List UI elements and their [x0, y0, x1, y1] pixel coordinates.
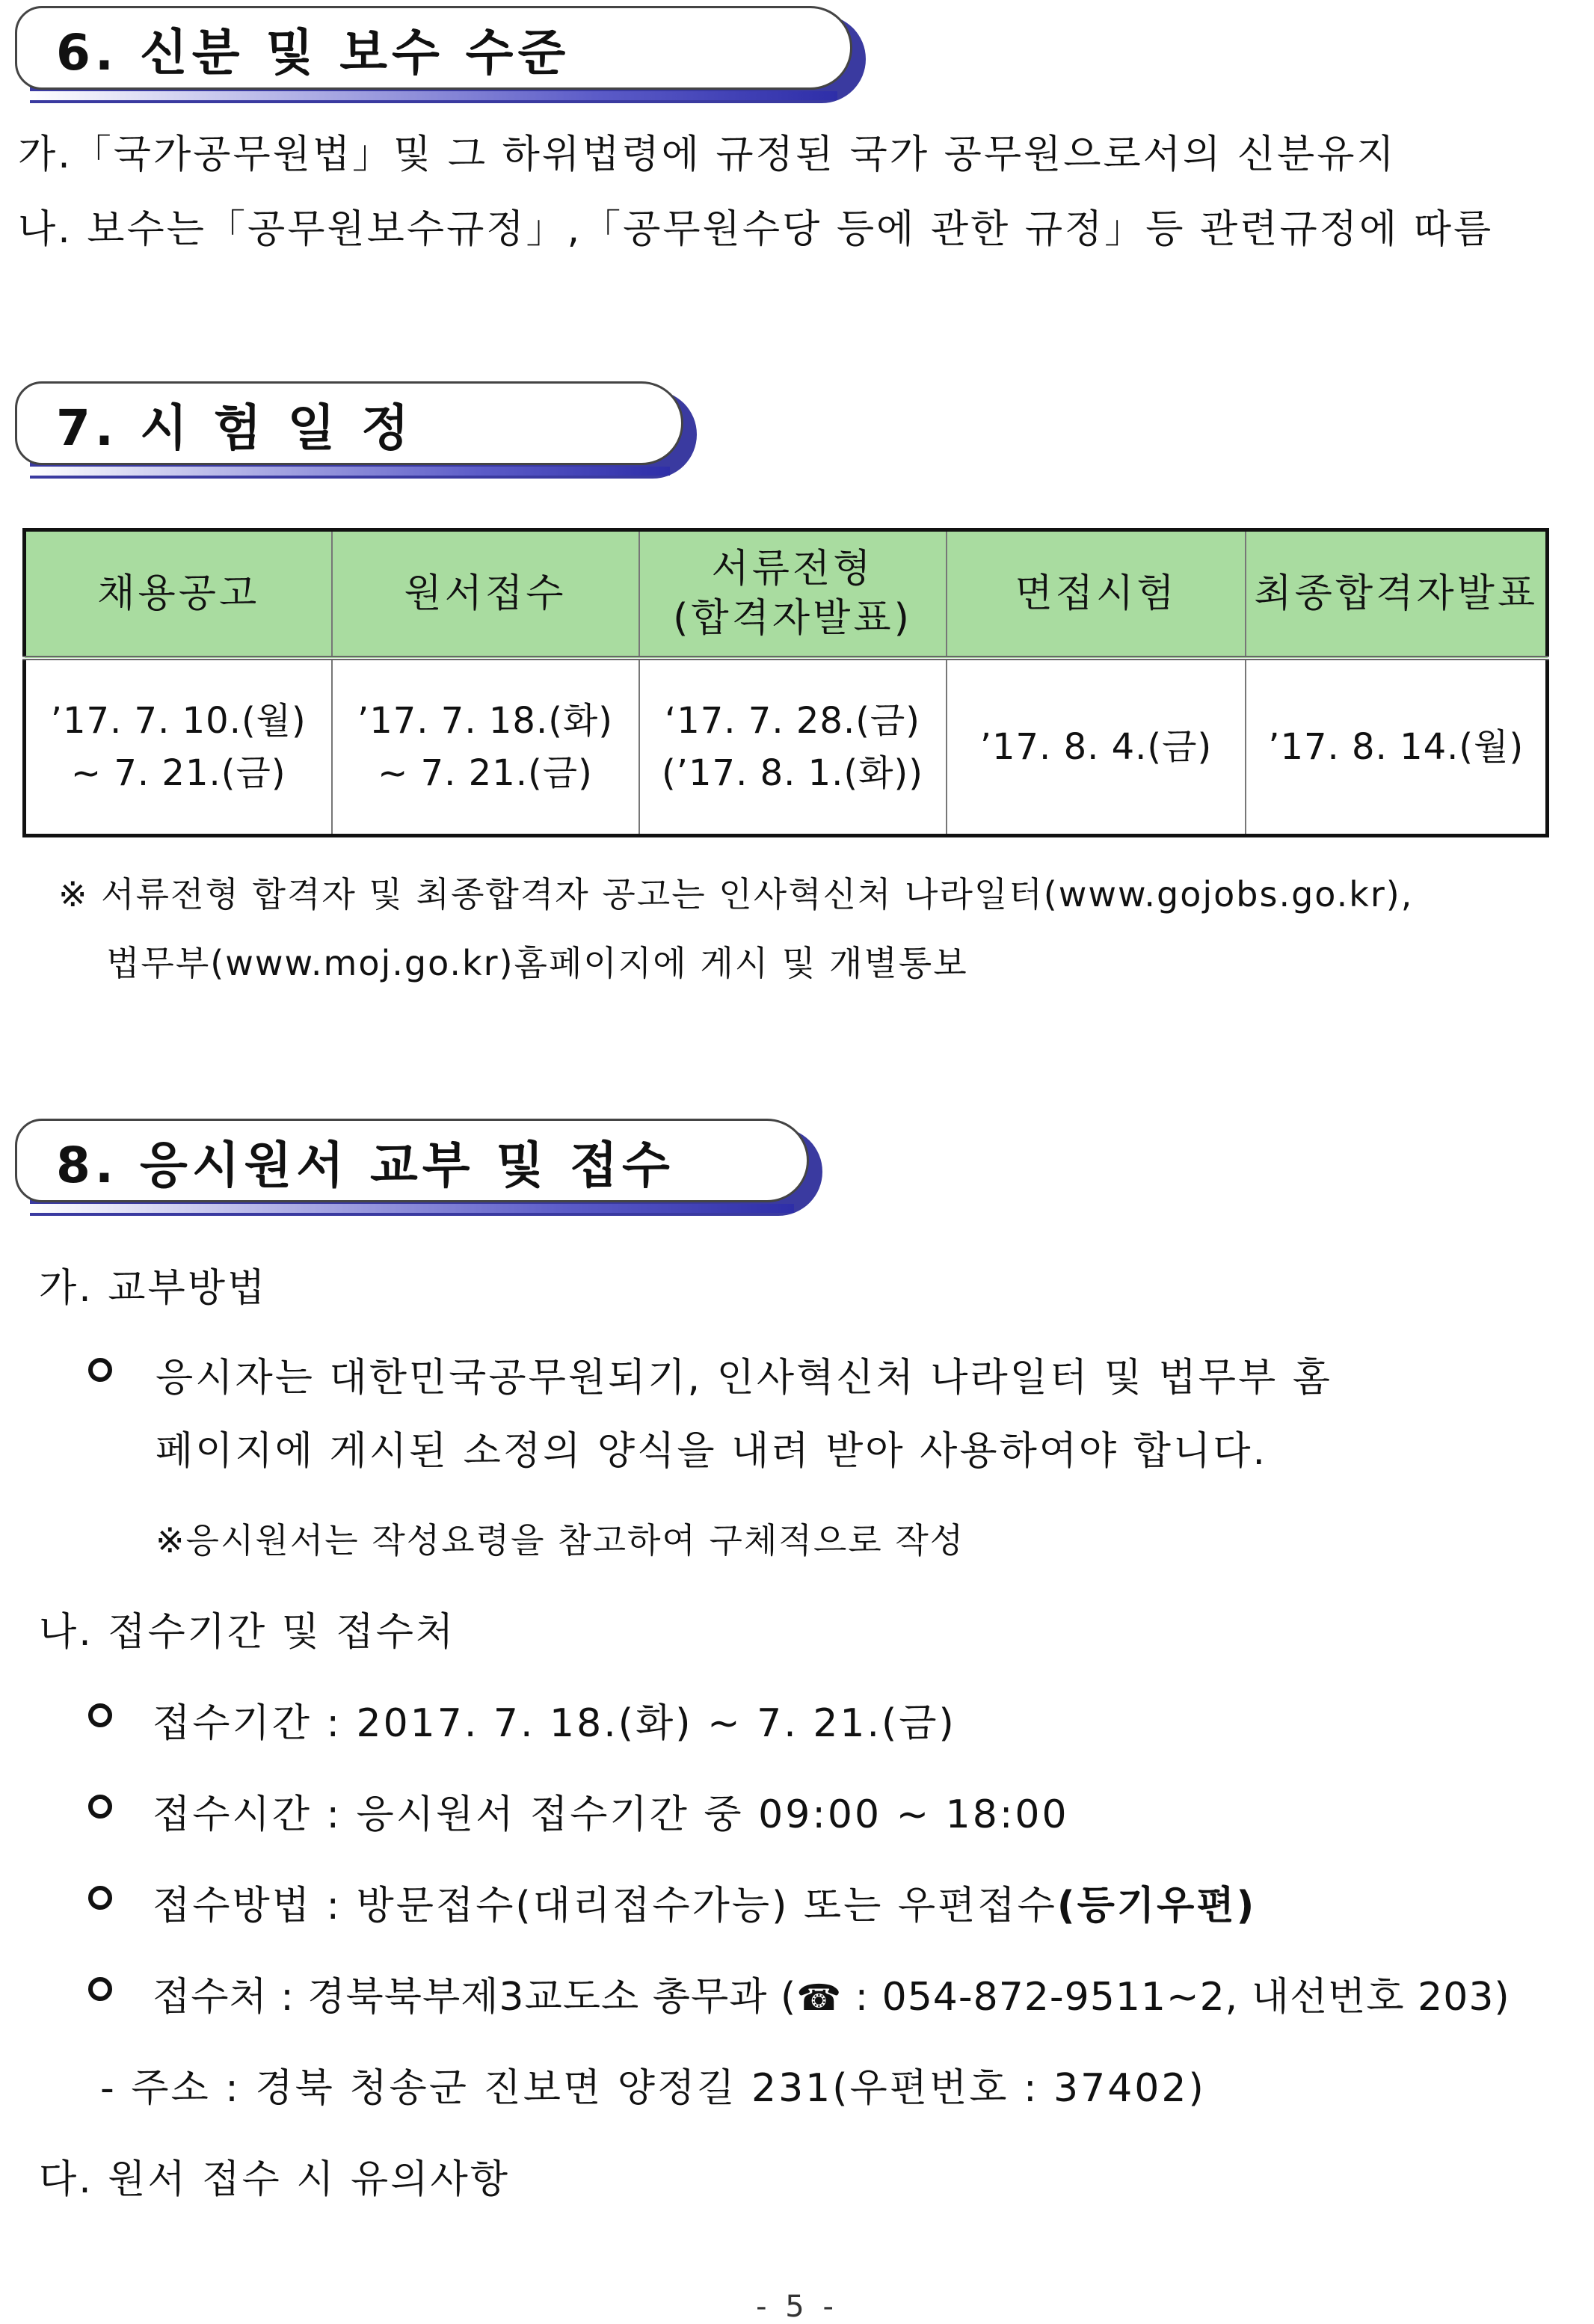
reception-time: 접수시간 : 응시원서 접수기간 중 09:00 ~ 18:00	[153, 1792, 1069, 1837]
bullet-circle-icon	[88, 1795, 112, 1819]
cell-application: ’17. 7. 18.(화) ~ 7. 21.(금)	[332, 658, 639, 836]
bullet-circle-icon	[88, 1703, 112, 1727]
reception-address: - 주소 : 경북 청송군 진보면 양정길 231(우편번호 : 37402)	[100, 2066, 1206, 2111]
distribution-note: ※응시원서는 작성요령을 참고하여 구체적으로 작성	[156, 1520, 965, 1561]
bullet-circle-icon	[88, 1358, 112, 1382]
phone-icon: ☎	[796, 1977, 843, 2019]
section-7-title: 7. 시 험 일 정	[56, 399, 413, 457]
cell-announcement: ’17. 7. 10.(월) ~ 7. 21.(금)	[25, 658, 332, 836]
section-6-item-na: 나. 보수는「공무원보수규정」,「공무원수당 등에 관한 규정」등 관련규정에 따름	[18, 207, 1494, 252]
reception-method: 접수방법 : 방문접수(대리접수가능) 또는 우편접수(등기우편)	[153, 1884, 1257, 1928]
subsection-ga: 가. 교부방법	[39, 1266, 268, 1311]
page-number: - 5 -	[756, 2290, 838, 2324]
header-announcement: 채용공고	[25, 530, 332, 659]
bullet-circle-icon	[88, 1977, 112, 2001]
distribution-text-line2: 페이지에 게시된 소정의 양식을 내려 받아 사용하여야 합니다.	[156, 1429, 1268, 1474]
registered-mail-emphasis: (등기우편)	[1056, 1884, 1257, 1928]
reception-place: 접수처 : 경북북부제3교도소 총무과 (☎ : 054-872-9511~2, 내선번호 203)	[153, 1975, 1510, 2020]
subsection-na: 나. 접수기간 및 접수처	[39, 1610, 456, 1655]
section-6-title: 6. 신분 및 보수 수준	[56, 23, 570, 82]
cell-document-screening: ‘17. 7. 28.(금) (’17. 8. 1.(화))	[639, 658, 947, 836]
header-final-announcement: 최종합격자발표	[1246, 530, 1547, 659]
table-row	[25, 658, 1548, 836]
header-document-screening: 서류전형 (합격자발표)	[639, 530, 947, 659]
schedule-note-line1: ※ 서류전형 합격자 및 최종합격자 공고는 인사혁신처 나라일터(www.gojobs.go.kr),	[58, 874, 1414, 914]
schedule-note-line2: 법무부(www.moj.go.kr)홈페이지에 게시 및 개별통보	[106, 943, 968, 983]
cell-interview: ’17. 8. 4.(금)	[947, 658, 1246, 836]
header-application: 원서접수	[332, 530, 639, 659]
section-6-item-ga: 가.「국가공무원법」및 그 하위법령에 규정된 국가 공무원으로서의 신분유지	[18, 132, 1397, 177]
exam-schedule-table	[22, 528, 1549, 837]
section-8-title: 8. 응시원서 교부 및 접수	[56, 1136, 674, 1194]
subsection-da: 다. 원서 접수 시 유의사항	[39, 2157, 510, 2202]
bullet-circle-icon	[88, 1886, 112, 1910]
table-header-row	[25, 530, 1548, 659]
header-interview: 면접시험	[947, 530, 1246, 659]
reception-period: 접수기간 : 2017. 7. 18.(화) ~ 7. 21.(금)	[153, 1701, 956, 1746]
distribution-text-line1: 응시자는 대한민국공무원되기, 인사혁신처 나라일터 및 법무부 홈	[156, 1356, 1332, 1401]
cell-final-announcement: ’17. 8. 14.(월)	[1246, 658, 1547, 836]
